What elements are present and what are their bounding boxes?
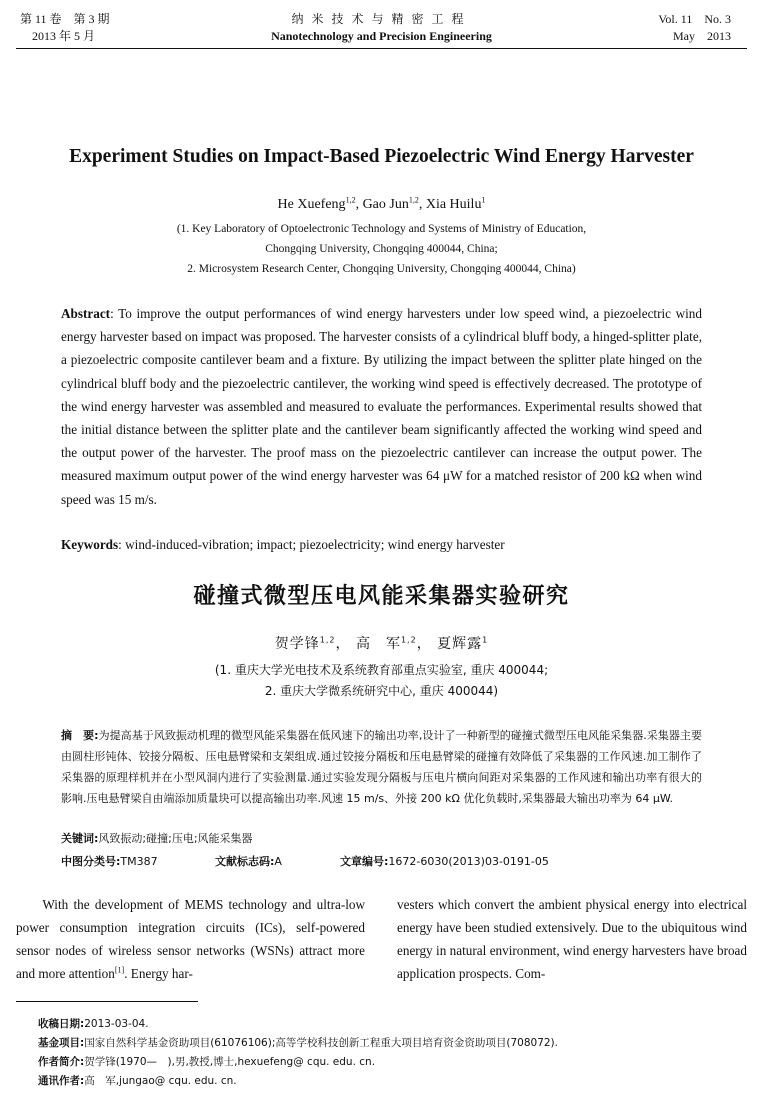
date-cn: 2013 年 5 月 — [32, 29, 96, 43]
citation-ref: [1] — [114, 965, 125, 975]
keywords-text: wind-induced-vibration; impact; piezoelectricity; wind energy harvester — [125, 537, 505, 552]
affiliations-cn — [0, 660, 763, 702]
volume-issue-cn: 第 11 卷 第 3 期 — [20, 12, 110, 26]
body-column-right: vesters which convert the ambient physical energy into electrical energy have been studied extensively. Due to the ubiquitous wind energy in natural environment, wind energy harvesters have broad application prospects. Com- — [397, 897, 747, 981]
body-column-left: With the development of MEMS technology and ultra-low power consumption integration circuits (ICs), self-powered sensor nodes of wireless sensor networks (WSNs) attract more and more attention[1]. Energy har- — [16, 897, 365, 981]
affiliation-en-line-3: 2. Microsystem Research Center, Chongqing University, Chongqing 400044, China) — [187, 263, 576, 275]
author-en-1: He Xuefeng$^{1,2}$, — [277, 195, 363, 212]
footnote-rule — [16, 1001, 198, 1002]
journal-name-cn: 纳米技术与精密工程 — [291, 12, 472, 26]
author-cn-2: 高 军$^{1,2}$， — [355, 635, 432, 652]
affiliation-cn-line-1: (1. 重庆大学光电技术及系统教育部重点实验室, 重庆 400044; — [214, 663, 549, 677]
affiliation-en-line-2: Chongqing University, Chongqing 400044, China; — [265, 243, 498, 255]
abstract-en: Abstract: To improve the output performances of wind energy harvesters under low speed wind, a piezoelectric wind energy harvester based on impact was proposed. The harvester consists of a cylindrical bluff body, a hinged-splitter plate, a piezoelectric composite cantilever beam and a fixture. By utilizing the impact between the splitter plate hinged on the cylindrical bluff body and the piezoelectric cantilever, the working wind speed is effectively decreased. The prototype of the wind energy harvester was assembled and measured to evaluate the performances. Experimental results showed that the initial distance between the splitter plate and the cantilever beam significantly affected the working wind speed and the output power of the harvester. The proof mass on the piezoelectric cantilever can increase the output power. The measured maximum output power of the wind energy harvester was 64 μW for a matched resistor of 200 kΩ when wind speed was 15 m/s. — [61, 306, 702, 507]
keywords-cn-text: 风致振动;碰撞;压电;风能采集器 — [98, 832, 253, 845]
journal-name-en: Nanotechnology and Precision Engineering — [271, 29, 492, 43]
running-header-right — [658, 11, 731, 45]
article-number: 文章编号:1672-6030(2013)03-0191-05 — [340, 855, 549, 868]
author-cn-3: 夏辉露$^1$ — [437, 635, 489, 652]
abstract-cn-text: 为提高基于风致振动机理的微型风能采集器在低风速下的输出功率,设计了一种新型的碰撞式微型压电风能采集器.采集器主要由圆柱形钝体、铰接分隔板、压电悬臂梁和支架组成.通过铰接分隔板和压电悬臂梁的碰撞有效降低了采集器的工作风速.加工制作了采集器的原理样机并在小型风洞内进行了实验测量.通过实验发现分隔板与压电片横向间距对采集器的工作风速和输出功率有很大的影响.压电悬臂梁自由端添加质量块可以提高输出功率.风速 15 m/s、外接 200 kΩ 优化负载时,采集器最大输出功率为 64 μW. — [61, 729, 702, 805]
footnote-corresponding: 通讯作者:高 军,jungao@ cqu. edu. cn. — [38, 1075, 237, 1087]
header-rule — [16, 48, 747, 49]
footnotes — [38, 1015, 558, 1091]
abstract-text: To improve the output performances of wind energy harvesters under low speed wind, a piezoelectric wind energy harvester based on impact was proposed. The harvester consists of a cylindrical bluff body, a hinged-splitter plate, a piezoelectric composite cantilever beam and a fixture. By utilizing the impact between the splitter plate hinged on the cylindrical bluff body and the piezoelectric cantilever, the working wind speed is effectively decreased. The prototype of the wind energy harvester was assembled and measured to evaluate the performances. Experimental results showed that the initial distance between the splitter plate and the cantilever beam significantly affected the working wind speed and the output power of the harvester. The proof mass on the piezoelectric cantilever can increase the output power. The measured maximum output power of the wind energy harvester was 64 μW for a matched resistor of 200 kΩ when wind speed was 15 m/s. — [61, 306, 702, 507]
authors-cn — [0, 633, 763, 653]
author-en-2: Gao Jun$^{1,2}$, — [362, 195, 426, 212]
affiliation-cn-line-2: 2. 重庆大学微系统研究中心, 重庆 400044) — [264, 684, 499, 698]
author-cn-1: 贺学锋$^{1,2}$， — [274, 635, 351, 652]
paper-title-cn: 碰撞式微型压电风能采集器实验研究 — [193, 584, 570, 609]
clc-number: 中图分类号:TM387 — [61, 855, 158, 868]
abstract-cn — [61, 725, 702, 809]
paper-title-en: Experiment Studies on Impact-Based Piezoelectric Wind Energy Harvester — [69, 146, 694, 167]
abstract-cn-label: 摘 要: — [61, 729, 99, 742]
affiliation-en-line-1: (1. Key Laboratory of Optoelectronic Technology and Systems of Ministry of Education, — [176, 223, 587, 235]
keywords-cn — [61, 830, 253, 846]
running-header-center — [0, 11, 763, 45]
footnote-author-bio: 作者简介:贺学锋(1970— ),男,教授,博士,hexuefeng@ cqu. edu. cn. — [38, 1056, 376, 1068]
keywords-en: Keywords: wind-induced-vibration; impact; piezoelectricity; wind energy harvester — [61, 537, 505, 552]
authors-en — [0, 197, 763, 213]
volume-issue-en: Vol. 11 No. 3 — [658, 12, 731, 26]
abstract-label: Abstract — [61, 306, 111, 321]
date-en: May 2013 — [673, 29, 731, 43]
keywords-cn-label: 关键词: — [61, 832, 99, 845]
document-code: 文献标志码:A — [215, 855, 282, 868]
author-en-3: Xia Huilu$^1$ — [425, 195, 486, 212]
footnote-received: 收稿日期:2013-03-04. — [38, 1018, 149, 1030]
keywords-label: Keywords — [61, 537, 119, 552]
footnote-funding: 基金项目:国家自然科学基金资助项目(61076106);高等学校科技创新工程重大项目培育资金资助项目(708072). — [38, 1037, 558, 1049]
affiliations-en — [0, 219, 763, 279]
